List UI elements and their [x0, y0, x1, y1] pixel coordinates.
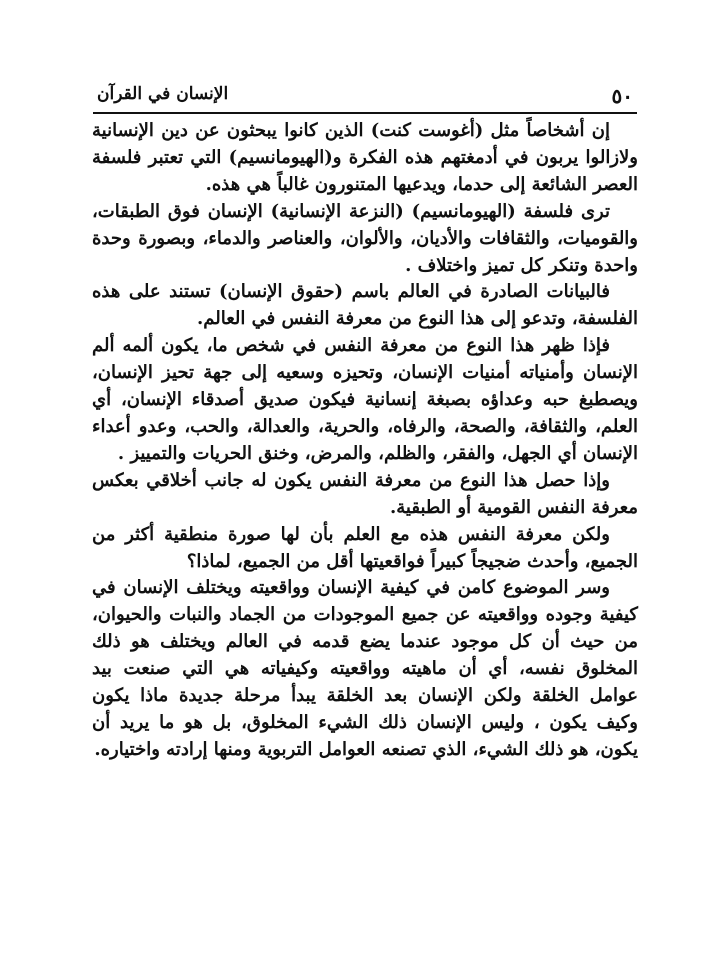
paragraph: وإذا حصل هذا النوع من معرفة النفس يكون له جانب أخلاقي بعكس معرفة النفس القومية أو الطبقية. [92, 469, 638, 518]
body-text [92, 118, 638, 764]
page-number: ٥٠ [611, 84, 633, 108]
paragraph: فإذا ظهر هذا النوع من معرفة النفس في شخص ما، يكون ألمه ألم الإنسان وأمنياته أمنيات الإنسان، وتحيزه وسعيه إلى جهة تحيز الإنسان، ويصطبغ حبه وعداؤه بصبغة إنسانية فيكون صديق أصدقاء الإنسان، أي العلم، والثقافة، والصحة، والرفاه، والحرية، والعدالة، والحب، وعدو أعداء الإنسان أي الجهل، والفقر، والظلم، والمرض، وخنق الحريات والتمييز . [92, 335, 638, 464]
paragraph: إن أشخاصاً مثل (أغوست كنت) الذين كانوا يبحثون عن دين الإنسانية ولازالوا يربون في أدمغتهم هذه الفكرة و(الهيومانسيم) التي تعتبر فلسفة العصر الشائعة إلى حدما، ويدعيها المتنورون غالباً هي هذه. [92, 120, 638, 195]
paragraph: ترى فلسفة (الهيومانسيم) (النزعة الإنسانية) الإنسان فوق الطبقات، والقوميات، والثقافات والأديان، والألوان، والعناصر والدماء، وبصورة وحدة واحدة وتنكر كل تميز واختلاف . [92, 200, 638, 276]
header-rule [93, 112, 637, 114]
paragraph: ولكن معرفة النفس هذه مع العلم بأن لها صورة منطقية أكثر من الجميع، وأحدث ضجيجاً كبيراً فواقعيتها أقل من الجميع، لماذا؟ [92, 523, 638, 572]
running-title: الإنسان في القرآن [97, 84, 229, 104]
paragraph: وسر الموضوع كامن في كيفية الإنسان وواقعيته ويختلف الإنسان في كيفية وجوده وواقعيته عن جميع الموجودات من الجماد والنبات والحيوان، من حيث أن كل موجود عندما يضع قدمه في العالم ويختلف هو ذلك المخلوق نفسه، أي أن ماهيته وواقعيته وكيفياته هي التي صنعت بيد عوامل الخلقة ولكن الإنسان بعد الخلقة يبدأ مرحلة جديدة ماذا يكون وكيف يكون ، وليس الإنسان ذلك الشيء المخلوق، بل هو ما يريد أن يكون، هو ذلك الشيء، الذي تصنعه العوامل التربوية ومنها إرادته واختياره. [92, 577, 639, 760]
paragraph: فالبيانات الصادرة في العالم باسم (حقوق الإنسان) تستند على هذه الفلسفة، وتدعو إلى هذا النوع من معرفة النفس في العالم. [92, 281, 638, 330]
page-header [93, 84, 637, 114]
